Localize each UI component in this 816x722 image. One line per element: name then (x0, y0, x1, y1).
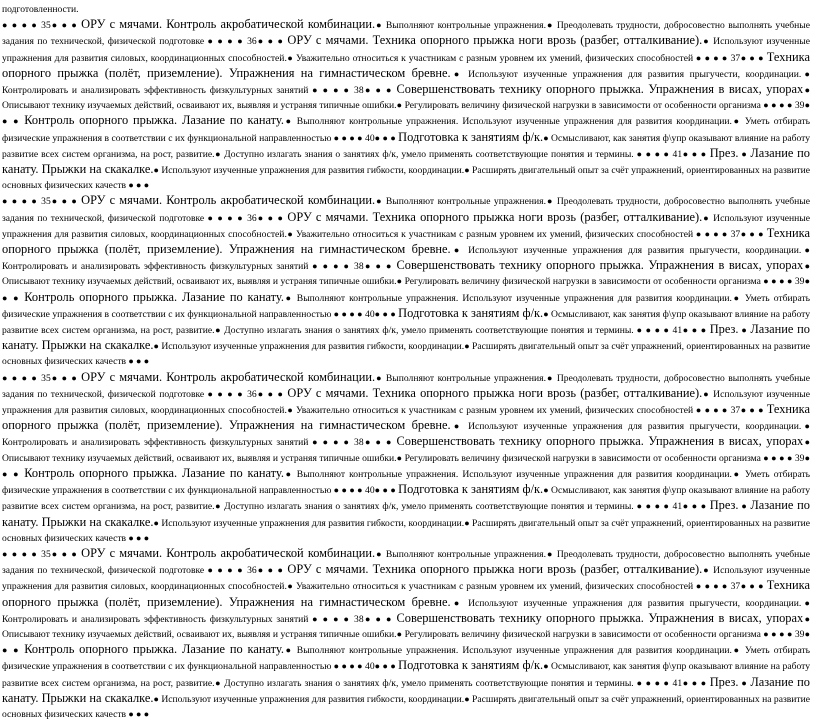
lesson-number: 41 (672, 501, 683, 513)
lesson-skill: Преодолевать трудности, добросовестно выполнять учебные задания по технической, физической подготовке (2, 548, 811, 577)
lesson-number: 36 (247, 565, 257, 577)
bullet-marks: ● ● ● ● (693, 228, 731, 239)
bullet-marks: ● (396, 452, 405, 463)
bullet-marks: ● ● ● ● (760, 452, 795, 463)
bullet-marks: ● ● ● (50, 548, 82, 559)
lesson-skill: Уметь отбирать физические упражнения в соответствии с их функциональной направленностью (2, 292, 811, 320)
bullet-marks: ● ● ● (374, 132, 399, 143)
bullet-marks: ● (283, 116, 297, 127)
bullet-marks: ● ● ● ● (693, 405, 731, 416)
lesson-skill: Используют изученные упражнения для развития гибкости, координации. (161, 693, 465, 705)
lesson-number: 35 (41, 196, 51, 208)
lesson-skill: Регулировать величину физической нагрузки в зависимости от особенности организма (404, 628, 761, 640)
lesson-number: 41 (672, 148, 683, 160)
lesson-skill: Регулировать величину физической нагрузки в зависимости от особенности организма (404, 276, 761, 288)
text-block-group (2, 17, 810, 722)
bullet-marks: ● ● ● (740, 52, 767, 63)
bullet-marks: ● ● ● ● (2, 196, 42, 207)
bullet-marks: ● ● ● ● (760, 276, 795, 287)
lesson-title: ОРУ с мячами. Контроль акробатической комбинации. (81, 193, 376, 208)
bullet-marks: ● (738, 148, 751, 159)
lesson-skill: Уважительно относиться к участникам с разным уровнем их умений, физических способностей (296, 228, 694, 240)
lead-text: подготовленности. (2, 4, 79, 15)
lesson-title: Совершенствовать технику опорного прыжка. Упражнения в висах, упорах (396, 258, 804, 273)
lesson-number: 41 (672, 325, 683, 337)
bullet-marks: ● (450, 245, 469, 256)
lesson-skill: Выполняют контрольные упражнения. Используют изученные упражнения для развития координации. (296, 468, 732, 480)
bullet-marks: ● ● ● ● (760, 628, 795, 639)
bullet-marks: ● ● ● (256, 212, 288, 223)
lesson-title: ОРУ с мячами. Техника опорного прыжка ноги врозь (разбег, отталкивание). (287, 562, 703, 577)
lesson-number: 41 (672, 677, 683, 689)
bullet-marks: ● ● ● ● (308, 437, 355, 448)
lesson-skill: Доступно излагать знания о занятиях ф/к, умело применять соответствующие понятия и термины. (224, 677, 634, 689)
bullet-marks: ● ● ● (682, 501, 710, 512)
bullet-marks: ● (702, 565, 714, 576)
lesson-number: 36 (247, 388, 257, 400)
lesson-number: 37 (730, 405, 741, 417)
bullet-marks: ● ● ● ● (760, 100, 795, 111)
lesson-skill: Используют изученные упражнения для развития силовых, координационных способностей. (2, 212, 811, 240)
bullet-marks: ● ● ● ● (331, 485, 366, 496)
bullet-marks: ● ● ● (256, 36, 288, 47)
lesson-prefix: През. (709, 498, 739, 513)
bullet-marks: ● (396, 628, 405, 639)
lesson-skill: Выполняют контрольные упражнения. (385, 20, 546, 32)
lesson-skill: Уметь отбирать физические упражнения в соответствии с их функциональной направленностью (2, 116, 811, 144)
bullet-marks: ● (543, 661, 552, 672)
bullet-marks: ● (464, 517, 472, 528)
bullet-marks: ● ● ● (126, 532, 150, 543)
bullet-marks: ● (450, 421, 469, 432)
bullet-marks: ● (214, 325, 225, 336)
lesson-skill: Используют изученные упражнения для развития прыгучести, координации. (468, 68, 802, 80)
text-block (2, 193, 810, 369)
lesson-skill: Используют изученные упражнения для развития прыгучести, координации. (468, 245, 802, 257)
bullet-marks: ● ● ● ● (331, 308, 366, 319)
lesson-number: 39 (794, 452, 805, 464)
lesson-skill: Выполняют контрольные упражнения. Используют изученные упражнения для развития координации. (296, 292, 732, 304)
bullet-marks: ● (738, 325, 751, 336)
lesson-title: Техника опорного прыжка (полёт, приземление). Упражнения на гимнастическом бревне. (2, 225, 810, 257)
bullet-marks: ● ● ● (363, 85, 397, 96)
text-block (2, 370, 810, 546)
bullet-marks: ● ● ● (363, 261, 397, 272)
lesson-title: ОРУ с мячами. Контроль акробатической комбинации. (81, 369, 376, 384)
lesson-number: 38 (354, 437, 364, 449)
lesson-title: Подготовка к занятиям ф/к. (398, 305, 544, 320)
bullet-marks: ● ● ● (374, 485, 399, 496)
bullet-marks: ● (375, 548, 386, 559)
lesson-title: Техника опорного прыжка (полёт, приземление). Упражнения на гимнастическом бревне. (2, 49, 810, 80)
bullet-marks: ● (286, 581, 297, 592)
bullet-marks: ● (803, 261, 811, 272)
bullet-marks: ● (214, 148, 225, 159)
lesson-skill: Уважительно относиться к участникам с разным уровнем их умений, физических способностей (296, 52, 694, 64)
lesson-skill: Осмысливают, как занятия ф\упр оказывают влияние на работу развитие всех систем организма, на рост, развитие. (2, 485, 810, 513)
lesson-skill: Преодолевать трудности, добросовестно выполнять учебные задания по технической, физической подготовке (2, 20, 811, 48)
lesson-skill: Регулировать величину физической нагрузки в зависимости от особенности организма (404, 452, 761, 464)
bullet-marks: ● ● ● ● (633, 677, 673, 688)
bullet-marks: ● (214, 677, 225, 688)
lesson-skill: Уважительно относиться к участникам с разным уровнем их умений, физических способностей (296, 405, 694, 417)
lesson-skill: Описывают технику изучаемых действий, осваивают их, выявляя и устраняя типичные ошибки. (2, 452, 397, 464)
bullet-marks: ● ● ● (50, 372, 82, 383)
lesson-title: Техника опорного прыжка (полёт, приземление). Упражнения на гимнастическом бревне. (2, 402, 810, 433)
lesson-skill: Выполняют контрольные упражнения. Используют изученные упражнения для развития координации. (296, 116, 732, 128)
lesson-skill: Выполняют контрольные упражнения. Используют изученные упражнения для развития координации. (296, 645, 732, 657)
bullet-marks: ● ● ● (50, 196, 82, 207)
bullet-marks: ● (546, 548, 557, 559)
lesson-skill: Контролировать и анализировать эффективность физкультурных занятий (2, 85, 309, 97)
lesson-title: Контроль опорного прыжка. Лазание по канату. (24, 465, 284, 480)
bullet-marks: ● ● ● (50, 20, 82, 31)
bullet-marks: ● ● ● ● (204, 36, 248, 47)
lesson-prefix: През. (709, 322, 739, 337)
bullet-marks: ● (731, 645, 745, 656)
bullet-marks: ● ● ● ● (2, 372, 42, 383)
bullet-marks: ● ● ● ● (204, 212, 248, 223)
bullet-marks: ● (464, 165, 472, 176)
bullet-marks: ● (286, 52, 297, 63)
lesson-skill: Осмысливают, как занятия ф\упр оказывают влияние на работу развитие всех систем организма, на рост, развитие. (2, 661, 810, 689)
bullet-marks: ● (738, 677, 751, 688)
lesson-title: Техника опорного прыжка (полёт, приземление). Упражнения на гимнастическом бревне. (2, 578, 810, 609)
lesson-skill: Используют изученные упражнения для развития силовых, координационных способностей. (2, 565, 811, 593)
lesson-title: Совершенствовать технику опорного прыжка. Упражнения в висах, упорах (396, 610, 804, 625)
lesson-title: Лазание по канату. Прыжки на скакалке. (2, 498, 811, 529)
lesson-skill: Описывают технику изучаемых действий, осваивают их, выявляя и устраняя типичные ошибки. (2, 100, 397, 112)
lesson-number: 39 (794, 628, 805, 640)
lesson-number: 35 (41, 548, 51, 560)
lesson-skill: Используют изученные упражнения для развития гибкости, координации. (161, 341, 465, 353)
bullet-marks: ● ● ● (682, 325, 710, 336)
bullet-marks: ● ● ● (126, 180, 150, 191)
bullet-marks: ● ● ● ● (204, 388, 248, 399)
bullet-marks: ● (286, 228, 297, 239)
lesson-skill: Выполняют контрольные упражнения. (385, 196, 546, 208)
bullet-marks: ● ● ● (126, 708, 150, 719)
lesson-prefix: През. (709, 674, 739, 689)
bullet-marks: ● (375, 196, 386, 207)
bullet-marks: ● ● ● ● (308, 85, 355, 96)
lesson-number: 38 (354, 85, 364, 97)
lesson-skill: Доступно излагать знания о занятиях ф/к, умело применять соответствующие понятия и термины. (224, 325, 634, 337)
bullet-marks: ● (543, 132, 552, 143)
lesson-skill: Уважительно относиться к участникам с разным уровнем их умений, физических способностей (296, 581, 694, 593)
bullet-marks: ● (283, 292, 297, 303)
bullet-marks: ● (396, 100, 405, 111)
bullet-marks: ● ● ● ● (308, 613, 355, 624)
bullet-marks: ● ● ● (2, 276, 811, 303)
bullet-marks: ● (801, 597, 810, 608)
lesson-number: 40 (365, 308, 375, 320)
bullet-marks: ● (283, 645, 297, 656)
bullet-marks: ● (546, 372, 557, 383)
bullet-marks: ● (731, 468, 745, 479)
lesson-title: ОРУ с мячами. Техника опорного прыжка ноги врозь (разбег, отталкивание). (287, 209, 703, 224)
bullet-marks: ● ● ● (374, 661, 399, 672)
bullet-marks: ● ● ● ● (308, 261, 355, 272)
bullet-marks: ● (450, 597, 469, 608)
lesson-skill: Преодолевать трудности, добросовестно выполнять учебные задания по технической, физической подготовке (2, 372, 811, 400)
lesson-skill: Выполняют контрольные упражнения. (385, 548, 546, 560)
bullet-marks: ● (464, 693, 472, 704)
bullet-marks: ● (375, 372, 386, 383)
lesson-skill: Контролировать и анализировать эффективность физкультурных занятий (2, 261, 309, 273)
bullet-marks: ● ● ● (740, 581, 767, 592)
lesson-skill: Описывают технику изучаемых действий, осваивают их, выявляя и устраняя типичные ошибки. (2, 628, 397, 640)
bullet-marks: ● ● ● ● (633, 148, 673, 159)
bullet-marks: ● ● ● (682, 677, 710, 688)
bullet-marks: ● (153, 693, 162, 704)
lesson-skill: Используют изученные упражнения для развития силовых, координационных способностей. (2, 36, 811, 64)
lesson-number: 35 (41, 372, 51, 384)
bullet-marks: ● (214, 501, 225, 512)
bullet-marks: ● (543, 485, 552, 496)
bullet-marks: ● ● ● (2, 452, 811, 479)
lesson-skill: Доступно излагать знания о занятиях ф/к, умело применять соответствующие понятия и термины. (224, 148, 634, 160)
bullet-marks: ● (153, 165, 162, 176)
lesson-number: 38 (354, 613, 364, 625)
lesson-title: Лазание по канату. Прыжки на скакалке. (2, 322, 811, 353)
bullet-marks: ● ● ● (256, 388, 288, 399)
text-block (2, 2, 810, 17)
lesson-number: 37 (730, 228, 741, 240)
lesson-title: Совершенствовать технику опорного прыжка. Упражнения в висах, упорах (396, 434, 804, 449)
bullet-marks: ● ● ● (740, 405, 767, 416)
lesson-title: Совершенствовать технику опорного прыжка. Упражнения в висах, упорах (396, 82, 804, 97)
lesson-number: 36 (247, 36, 257, 48)
bullet-marks: ● (731, 292, 745, 303)
lesson-number: 37 (730, 52, 741, 64)
bullet-marks: ● (153, 341, 162, 352)
bullet-marks: ● ● ● ● (633, 325, 673, 336)
lesson-title: Лазание по канату. Прыжки на скакалке. (2, 674, 811, 705)
lesson-title: Подготовка к занятиям ф/к. (398, 658, 544, 673)
bullet-marks: ● (546, 196, 557, 207)
bullet-marks: ● ● ● ● (2, 20, 42, 31)
bullet-marks: ● ● ● (2, 100, 811, 127)
bullet-marks: ● (396, 276, 405, 287)
lesson-skill: Используют изученные упражнения для развития гибкости, координации. (161, 517, 465, 529)
bullet-marks: ● ● ● ● (2, 548, 42, 559)
lesson-title: ОРУ с мячами. Контроль акробатической комбинации. (81, 545, 376, 560)
lesson-number: 35 (41, 20, 51, 32)
lesson-title: Лазание по канату. Прыжки на скакалке. (2, 145, 811, 177)
text-block (2, 546, 810, 722)
lesson-title: Контроль опорного прыжка. Лазание по канату. (24, 113, 284, 128)
lesson-number: 40 (365, 485, 375, 497)
lesson-prefix: През. (709, 145, 739, 160)
bullet-marks: ● ● ● (256, 565, 288, 576)
bullet-marks: ● (801, 245, 810, 256)
bullet-marks: ● (464, 341, 472, 352)
lesson-number: 36 (247, 212, 257, 224)
lesson-title: Подготовка к занятиям ф/к. (398, 482, 544, 497)
bullet-marks: ● (731, 116, 745, 127)
bullet-marks: ● ● ● (682, 148, 710, 159)
bullet-marks: ● ● ● ● (693, 52, 731, 63)
bullet-marks: ● (801, 421, 810, 432)
lesson-number: 40 (365, 661, 375, 673)
lesson-skill: Описывают технику изучаемых действий, осваивают их, выявляя и устраняя типичные ошибки. (2, 276, 397, 288)
lesson-title: ОРУ с мячами. Техника опорного прыжка ноги врозь (разбег, отталкивание). (287, 385, 703, 400)
lesson-title: ОРУ с мячами. Техника опорного прыжка ноги врозь (разбег, отталкивание). (287, 33, 703, 48)
lesson-skill: Уметь отбирать физические упражнения в соответствии с их функциональной направленностью (2, 468, 811, 497)
lesson-skill: Расширять двигательный опыт за счёт упражнений, ориентированных на развитие основных физических качеств (2, 341, 811, 368)
bullet-marks: ● (803, 613, 811, 624)
bullet-marks: ● ● ● (363, 437, 397, 448)
bullet-marks: ● ● ● ● (331, 132, 366, 143)
lesson-skill: Доступно излагать знания о занятиях ф/к, умело применять соответствующие понятия и термины. (224, 501, 634, 513)
lesson-skill: Контролировать и анализировать эффективность физкультурных занятий (2, 437, 309, 449)
lesson-skill: Расширять двигательный опыт за счёт упражнений, ориентированных на развитие основных физических качеств (2, 693, 811, 720)
lesson-skill: Осмысливают, как занятия ф\упр оказывают влияние на работу развитие всех систем организма, на рост, развитие. (2, 132, 810, 160)
lesson-skill: Регулировать величину физической нагрузки в зависимости от особенности организма (404, 100, 761, 112)
lesson-skill: Уметь отбирать физические упражнения в соответствии с их функциональной направленностью (2, 645, 811, 673)
bullet-marks: ● (375, 20, 386, 31)
text-block (2, 17, 810, 193)
bullet-marks: ● (801, 68, 810, 79)
bullet-marks: ● (546, 20, 557, 31)
lesson-title: Контроль опорного прыжка. Лазание по канату. (24, 642, 284, 657)
bullet-marks: ● ● ● ● (204, 565, 248, 576)
bullet-marks: ● (286, 405, 297, 416)
bullet-marks: ● (702, 388, 714, 399)
lesson-title: Подготовка к занятиям ф/к. (398, 129, 544, 144)
lesson-skill: Осмысливают, как занятия ф\упр оказывают влияние на работу развитие всех систем организма, на рост, развитие. (2, 308, 810, 337)
bullet-marks: ● (450, 68, 469, 79)
lesson-skill: Расширять двигательный опыт за счёт упражнений, ориентированных на развитие основных физических качеств (2, 165, 811, 192)
bullet-marks: ● ● ● (126, 356, 150, 367)
bullet-marks: ● ● ● ● (693, 581, 731, 592)
bullet-marks: ● (283, 468, 297, 479)
bullet-marks: ● (543, 308, 552, 319)
lesson-number: 38 (354, 261, 364, 273)
bullet-marks: ● (702, 212, 714, 223)
lesson-skill: Контролировать и анализировать эффективность физкультурных занятий (2, 613, 309, 625)
lesson-number: 39 (794, 100, 805, 112)
bullet-marks: ● (153, 517, 162, 528)
bullet-marks: ● ● ● ● (633, 501, 673, 512)
lesson-skill: Используют изученные упражнения для развития гибкости, координации. (161, 165, 465, 177)
lesson-title: Контроль опорного прыжка. Лазание по канату. (24, 289, 284, 304)
lesson-skill: Преодолевать трудности, добросовестно выполнять учебные задания по технической, физической подготовке (2, 196, 811, 224)
lesson-skill: Используют изученные упражнения для развития прыгучести, координации. (468, 421, 802, 433)
bullet-marks: ● (803, 85, 811, 96)
lesson-number: 39 (794, 276, 805, 288)
bullet-marks: ● (803, 437, 811, 448)
bullet-marks: ● ● ● (2, 628, 811, 656)
lesson-number: 40 (365, 132, 375, 144)
lesson-skill: Выполняют контрольные упражнения. (385, 372, 546, 384)
lesson-skill: Расширять двигательный опыт за счёт упражнений, ориентированных на развитие основных физических качеств (2, 517, 811, 544)
bullet-marks: ● ● ● (740, 228, 767, 239)
bullet-marks: ● ● ● (363, 613, 397, 624)
lesson-skill: Используют изученные упражнения для развития прыгучести, координации. (468, 597, 802, 609)
lesson-number: 37 (730, 581, 741, 593)
bullet-marks: ● (738, 501, 751, 512)
bullet-marks: ● (702, 36, 714, 47)
bullet-marks: ● ● ● (374, 308, 399, 319)
lesson-title: ОРУ с мячами. Контроль акробатической комбинации. (81, 17, 376, 32)
lesson-skill: Используют изученные упражнения для развития силовых, координационных способностей. (2, 388, 811, 417)
bullet-marks: ● ● ● ● (331, 661, 366, 672)
